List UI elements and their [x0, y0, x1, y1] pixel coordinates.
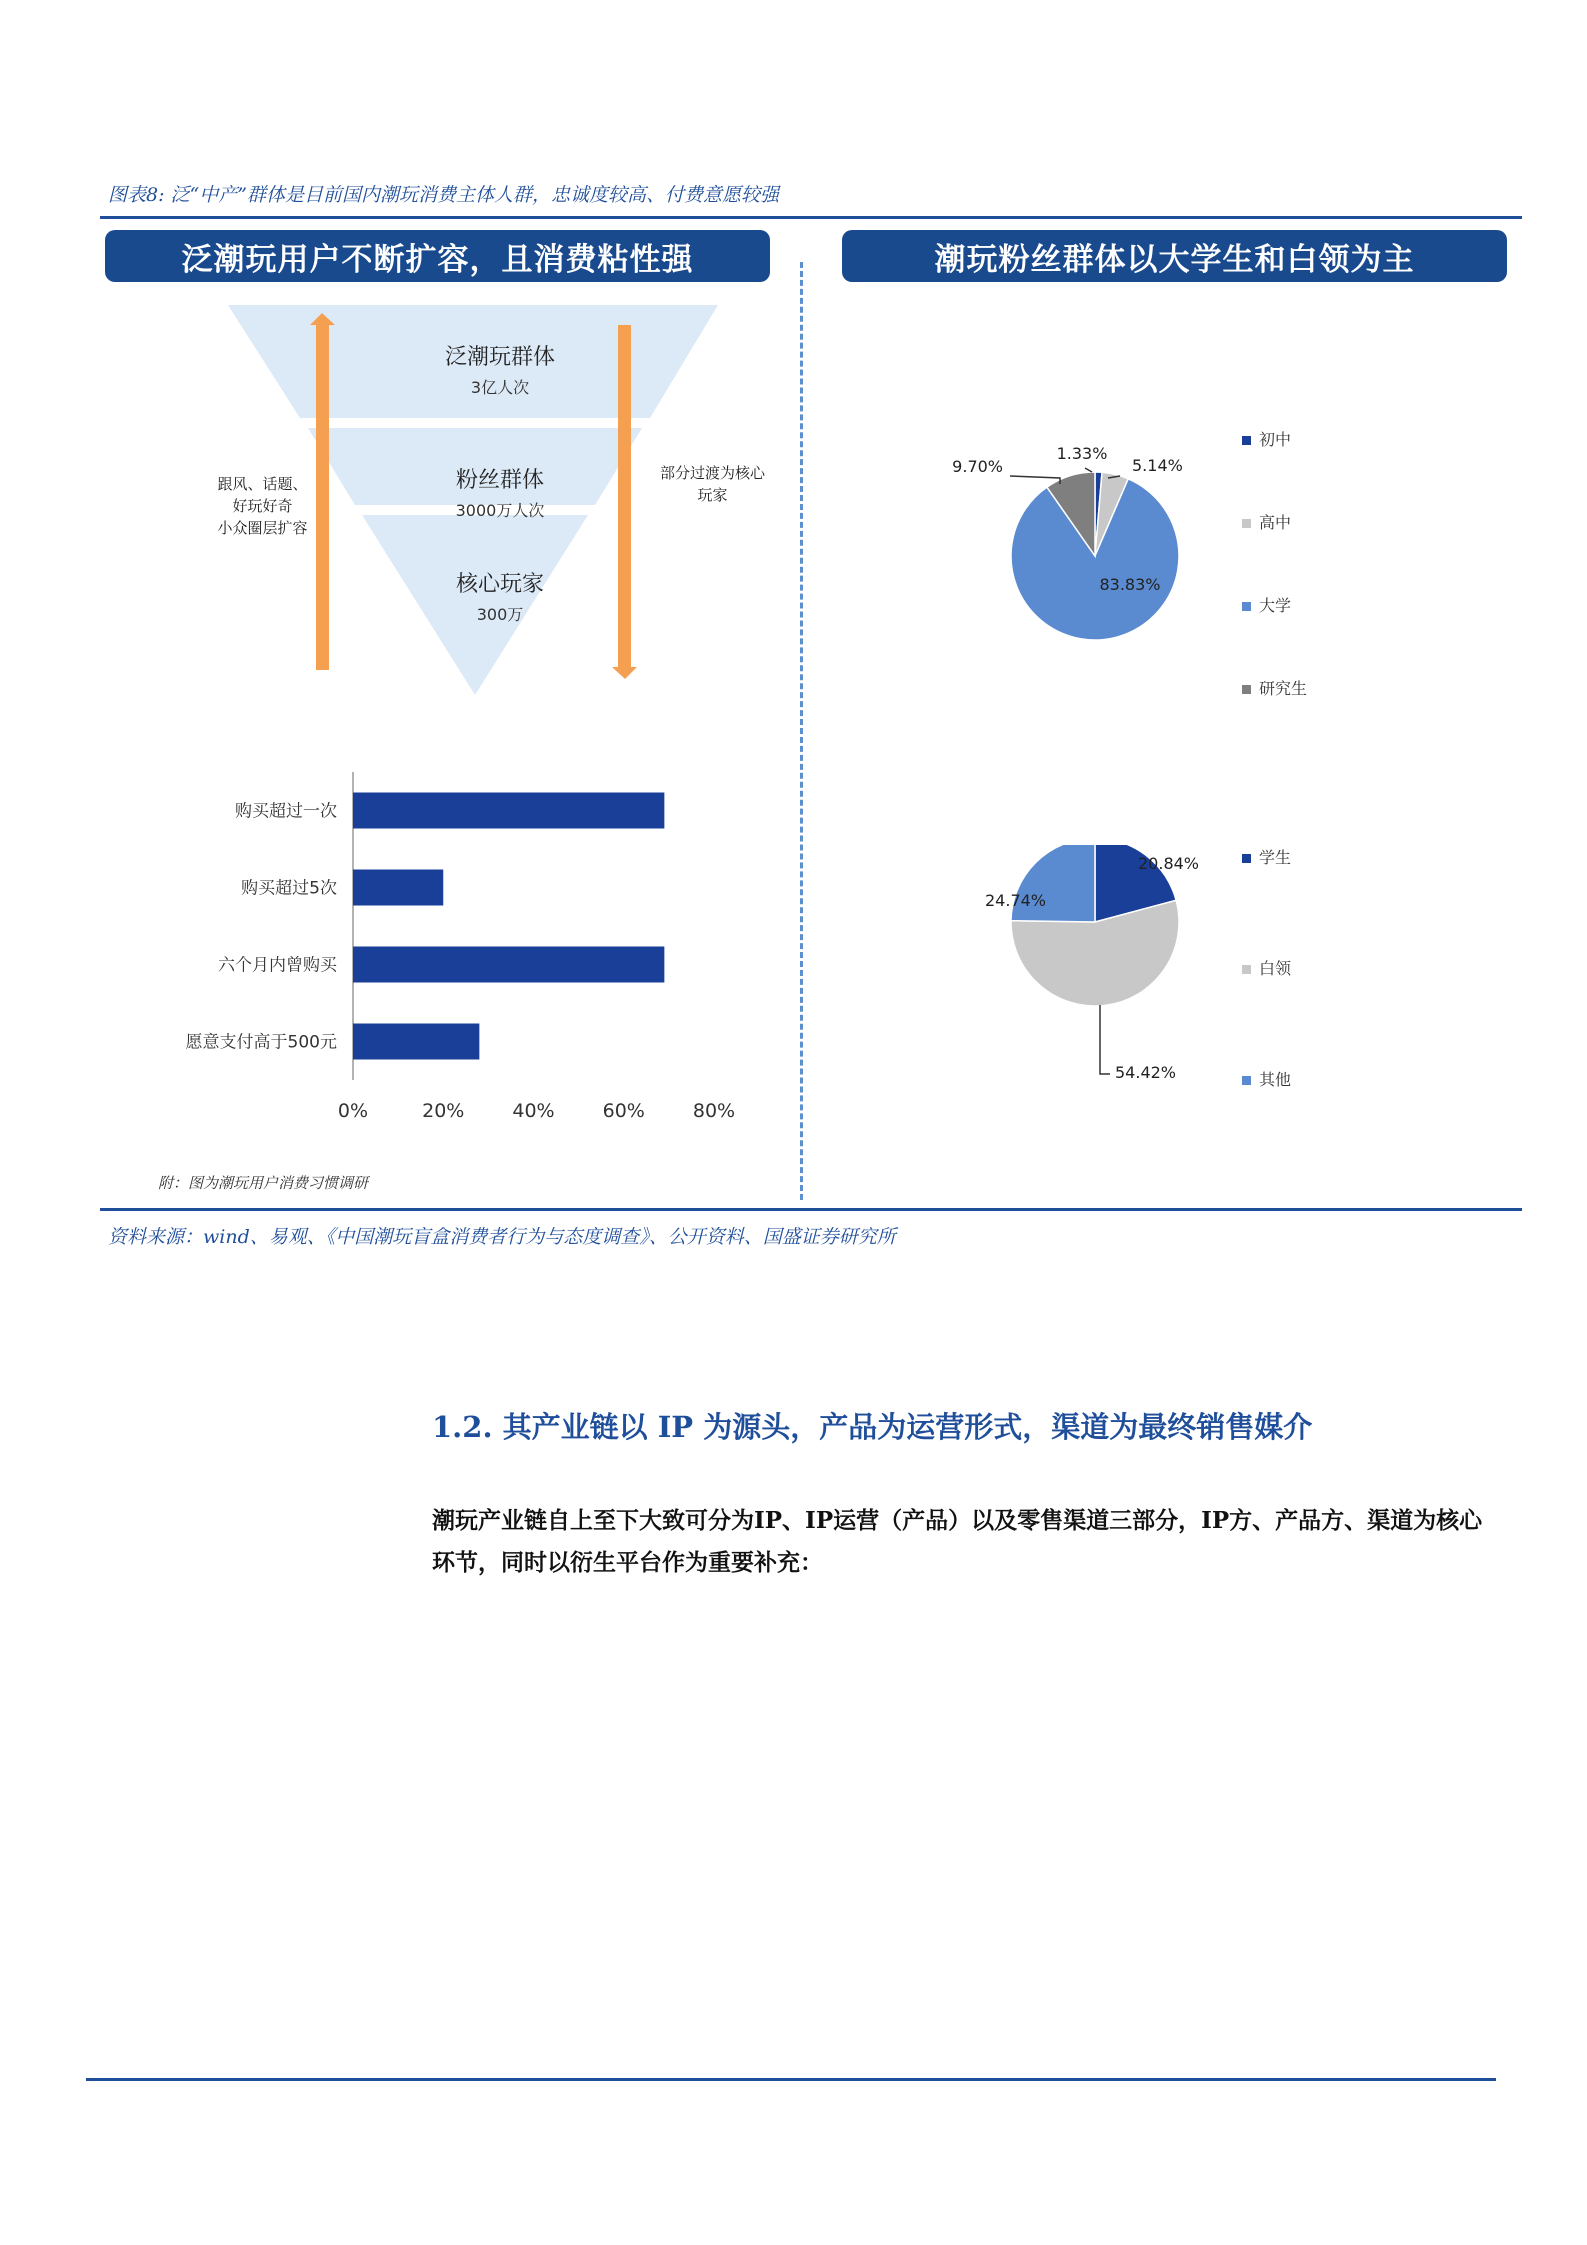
- right-note-line: 部分过渡为核心: [659, 464, 765, 482]
- bar-chart-note: 附：图为潮玩用户消费习惯调研: [158, 1174, 369, 1192]
- funnel-level-1-name: 泛潮玩群体: [444, 345, 555, 370]
- legend-swatch: [1242, 965, 1251, 974]
- legend-item: 高中: [1242, 481, 1307, 564]
- pie-value-label: 5.14%: [1132, 456, 1183, 475]
- funnel-left-note: [190, 473, 335, 539]
- occupation-pie-chart: [820, 845, 1220, 1095]
- legend-swatch: [1242, 854, 1251, 863]
- legend-swatch: [1242, 436, 1251, 445]
- bar: [353, 793, 664, 829]
- funnel-level-3-value: 300万: [476, 605, 524, 624]
- consumption-habits-bar-chart: [100, 760, 790, 1130]
- legend-swatch: [1242, 519, 1251, 528]
- x-tick-label: 80%: [692, 1100, 736, 1122]
- bar-category-label: 购买超过一次: [235, 801, 337, 822]
- section-title: 1.2. 其产业链以 IP 为源头，产品为运营形式，渠道为最终销售媒介: [432, 1410, 1313, 1444]
- bar-category-label: 六个月内曾购买: [218, 955, 337, 976]
- legend-item: 大学: [1242, 564, 1307, 647]
- funnel-level-2-label: [375, 463, 625, 521]
- left-note-line: 好玩好奇: [232, 497, 293, 515]
- legend-swatch: [1242, 685, 1251, 694]
- pie-value-label: 54.42%: [1115, 1063, 1177, 1082]
- x-tick-label: 60%: [602, 1100, 645, 1122]
- left-panel-header: 泛潮玩用户不断扩容，且消费粘性强: [105, 230, 770, 282]
- funnel-level-3-name: 核心玩家: [455, 572, 544, 597]
- top-rule: [100, 216, 1522, 219]
- pie-value-label: 9.70%: [952, 457, 1003, 476]
- pie-value-label: 20.84%: [1138, 854, 1200, 873]
- legend-swatch: [1242, 1076, 1251, 1085]
- bar: [353, 870, 443, 906]
- x-tick-label: 0%: [337, 1100, 369, 1122]
- right-note-line: 玩家: [697, 486, 728, 504]
- funnel-level-3-label: [375, 567, 625, 625]
- legend-item: 研究生: [1242, 647, 1307, 730]
- pie-value-label: 24.74%: [985, 891, 1047, 910]
- bottom-rule: [100, 1208, 1522, 1211]
- figure-title: 图表8: 泛“中产”群体是目前国内潮玩消费主体人群，忠诚度较高、付费意愿较强: [108, 184, 779, 206]
- source-note: 资料来源：wind、易观、《中国潮玩盲盒消费者行为与态度调查》、公开资料、国盛证券研究所: [108, 1226, 896, 1248]
- panel-divider: [800, 262, 803, 1200]
- bar-category-label: 愿意支付高于500元: [185, 1032, 337, 1053]
- funnel-right-note: [640, 462, 785, 506]
- x-tick-label: 20%: [422, 1100, 465, 1122]
- funnel-level-1-label: [375, 340, 625, 398]
- left-note-line: 小众圈层扩容: [217, 519, 308, 537]
- education-pie-chart: [820, 400, 1220, 700]
- legend-item: 学生: [1242, 802, 1291, 913]
- funnel-level-2-value: 3000万人次: [455, 501, 545, 520]
- education-pie-legend: [1242, 398, 1307, 730]
- pie-leader-line: [1085, 468, 1092, 472]
- legend-swatch: [1242, 602, 1251, 611]
- pie-slice: [1011, 845, 1095, 922]
- body-paragraph: 潮玩产业链自上至下大致可分为IP、IP运营（产品）以及零售渠道三部分，IP方、产品方、渠道为核心环节，同时以衍生平台作为重要补充：: [432, 1507, 1483, 1576]
- pie-value-label: 83.83%: [1099, 575, 1161, 594]
- right-panel-header: 潮玩粉丝群体以大学生和白领为主: [842, 230, 1507, 282]
- legend-item: 初中: [1242, 398, 1307, 481]
- legend-item: 其他: [1242, 1024, 1291, 1135]
- legend-item: 白领: [1242, 913, 1291, 1024]
- bar: [353, 1024, 479, 1060]
- occupation-pie-legend: [1242, 802, 1291, 1135]
- funnel-level-1-value: 3亿人次: [470, 378, 530, 397]
- down-arrow-icon: [612, 667, 637, 679]
- bar: [353, 947, 664, 983]
- left-note-line: 跟风、话题、: [217, 475, 308, 493]
- pie-leader-line: [1100, 1005, 1110, 1074]
- footer-rule: [86, 2078, 1496, 2081]
- pie-value-label: 1.33%: [1056, 444, 1108, 463]
- bar-category-label: 购买超过5次: [241, 878, 337, 899]
- x-tick-label: 40%: [512, 1100, 555, 1122]
- funnel-level-2-name: 粉丝群体: [455, 468, 544, 493]
